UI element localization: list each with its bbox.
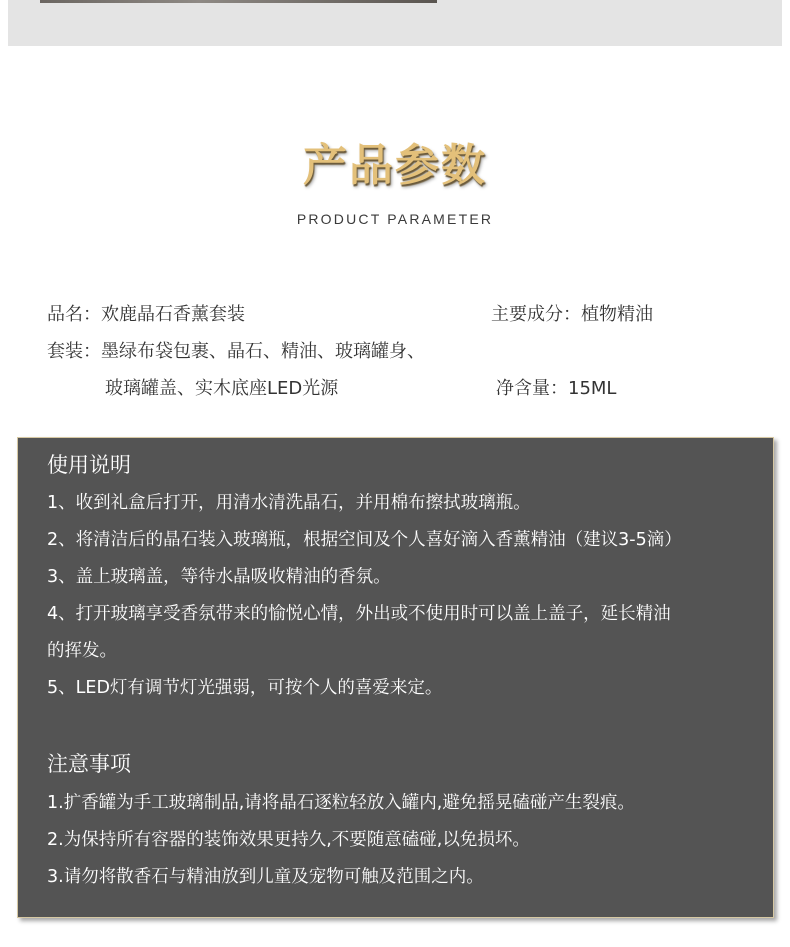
instruction-line: 1、收到礼盒后打开，用清水清洗晶石，并用棉布擦拭玻璃瓶。	[47, 493, 531, 513]
param-set-line-1: 套装：墨绿布袋包裹、晶石、精油、玻璃罐身、	[47, 341, 425, 362]
notice-box	[17, 437, 774, 918]
notes-heading: 注意事项	[47, 752, 131, 776]
note-line: 2.为保持所有容器的装饰效果更持久,不要随意磕碰,以免损坏。	[47, 830, 530, 850]
instruction-line: 3、盖上玻璃盖，等待水晶吸收精油的香氛。	[47, 567, 391, 587]
section-title: 产品参数	[303, 140, 487, 191]
instruction-line: 2、将清洁后的晶石装入玻璃瓶，根据空间及个人喜好滴入香薰精油（建议3-5滴）	[47, 530, 682, 550]
instruction-line: 5、LED灯有调节灯光强弱，可按个人的喜爱来定。	[47, 678, 443, 698]
note-line: 3.请勿将散香石与精油放到儿童及宠物可触及范围之内。	[47, 867, 484, 887]
section-subtitle: PRODUCT PARAMETER	[296, 211, 494, 227]
param-ingredient: 主要成分：植物精油	[491, 304, 653, 325]
param-set-line-2: 玻璃罐盖、实木底座LED光源	[105, 378, 339, 399]
top-banner	[8, 0, 782, 46]
param-net-content: 净含量：15ML	[496, 378, 617, 399]
product-photo-edge	[40, 0, 437, 3]
instruction-line: 的挥发。	[47, 641, 117, 661]
instructions-heading: 使用说明	[47, 453, 131, 477]
param-product-name: 品名：欢鹿晶石香薰套装	[47, 304, 245, 325]
note-line: 1.扩香罐为手工玻璃制品,请将晶石逐粒轻放入罐内,避免摇晃磕碰产生裂痕。	[47, 793, 635, 813]
instruction-line: 4、打开玻璃享受香氛带来的愉悦心情，外出或不使用时可以盖上盖子，延长精油	[47, 604, 671, 624]
